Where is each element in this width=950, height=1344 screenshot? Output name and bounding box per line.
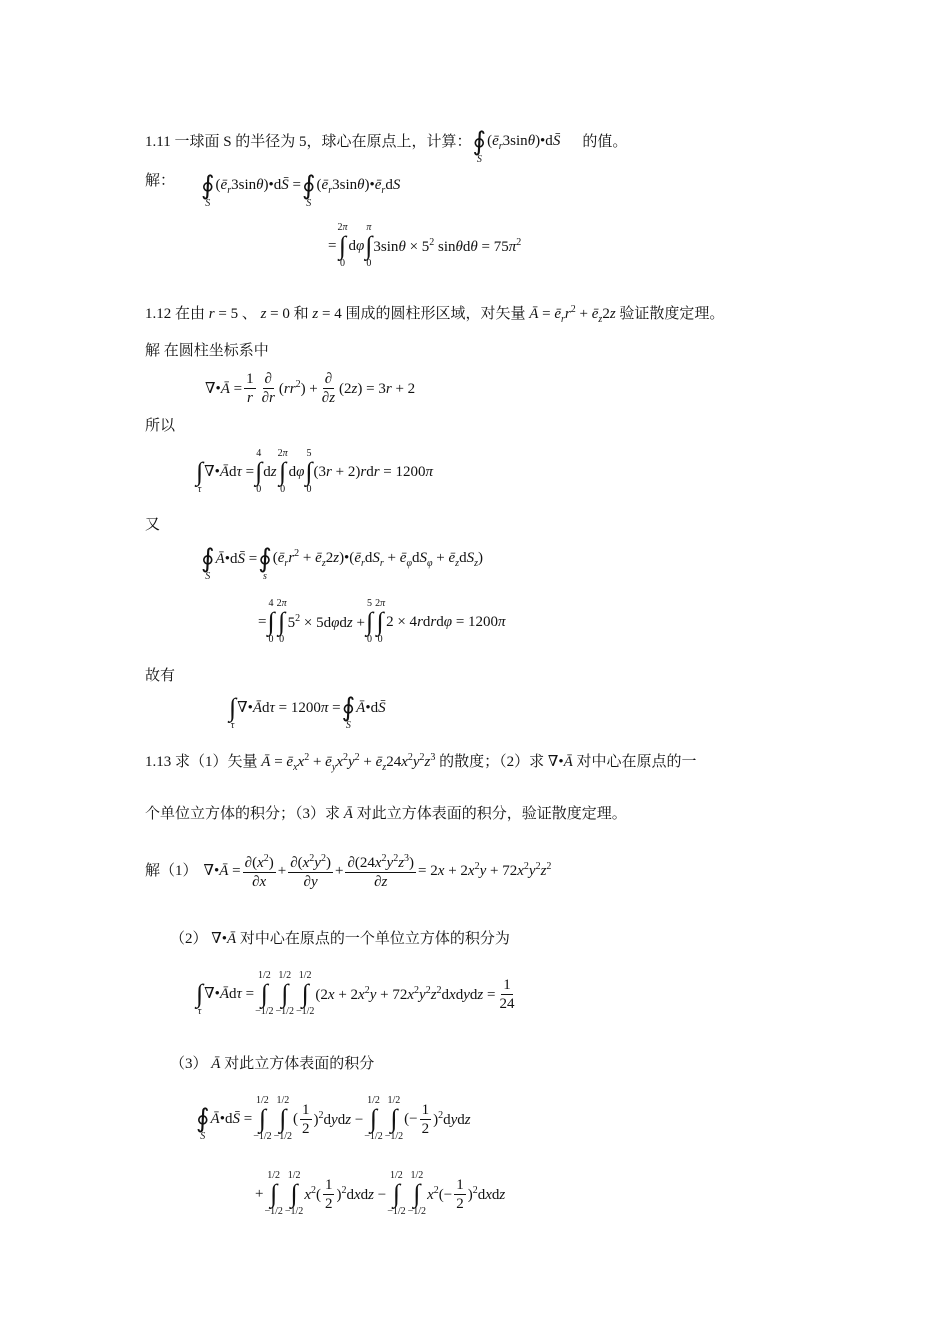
solution-1-13-part3-eq2: + 1/2 ∫ −1/2 1/2 ∫ −1/2 $x^2$( $\frac{1}{2}$ )$^2$dxdz − 1/2 ∫ −1/2 1/2 ∫ −1/2 $x^2(-$ $\frac{1}{2}$ )$^2$dxdz — [255, 1170, 506, 1217]
statement-text: 1.11 一球面 S 的半径为 5，球心在原点上，计算： — [145, 134, 472, 150]
statement-tail: 的值。 — [582, 134, 628, 150]
solution-1-13-part2-eq: ∫ τ ∇•Ādτ = 1/2 ∫ −1/2 1/2 ∫ −1/2 1/2 ∫ −1/2 ($2x + 2x^2y$ + $72x^2y^2z^2dxdydz$ = $\frac{1}{24}$ — [196, 970, 515, 1017]
solution-1-13-part3-eq1: ∮ S Ā•dS̄ = 1/2 ∫ −1/2 1/2 ∫ −1/2 ( $\frac{1}{2}$ )$^2$dydz − 1/2 ∫ −1/2 1/2 ∫ −1/2 (− $\frac{1}{2}$ )$^2$dydz — [196, 1095, 471, 1142]
closed-surface-integral: ∮ S — [472, 127, 487, 165]
solution-1-13-part2-text: （2） ∇•Ā 对中心在原点的一个单位立方体的积分为 — [170, 931, 510, 947]
problem-1-13-statement-line2: 个单位立方体的积分；（3）求 Ā 对此立方体表面的积分，验证散度定理。 — [145, 806, 627, 822]
surface-integral-1-12-line2: = 4 ∫ 0 2π ∫ 0 $5^2 \times 5d\varphi dz$ + 5 ∫ 0 2π ∫ 0 2 × 4rdrdφ = 1200π — [258, 598, 506, 645]
solution-eq1-1-11: ∮ S $(ē_r3\sin\theta)•dS̄$ = ∮ S $(ē_r3\sin\theta)•ē_rdS$ — [201, 171, 401, 209]
so-label: 所以 — [145, 418, 176, 434]
solution-1-13-part3-text: （3） Ā 对此立方体表面的积分 — [170, 1056, 375, 1072]
solution-label-1-11: 解： — [145, 173, 176, 189]
problem-1-12-statement: 1.12 在由 r = 5 、 z = 0 和 z = 4 围成的圆柱形区域，对矢量 Ā = $ē_rr^2$ + $ē_z2z$ 验证散度定理。 — [145, 304, 725, 325]
sol1-label: 解（1） — [145, 862, 198, 879]
surface-integral-1-12-line1: ∮ S Ā•dS̄ = ∮ s ($ē_rr^2$ + $ē_z2z)•(ē_rdS_r$ + $ē_\varphi dS_\varphi$ + $ē_zdS_z$) — [201, 544, 483, 582]
therefore-label: 故有 — [145, 668, 176, 684]
also-label: 又 — [145, 517, 161, 533]
solution-label-1-12: 解 在圆柱坐标系中 — [145, 343, 269, 359]
solution-eq2-1-11: = 2π ∫ 0 dφ π ∫ 0 $3\sin\theta \times 5^2$ $\sin\theta d\theta = 75\pi^2$ — [328, 222, 522, 269]
volume-integral-1-12: ∫ τ ∇•Ādτ = 4 ∫ 0 dz 2π ∫ 0 dφ 5 ∫ 0 (3r + 2)rdr = 1200π — [196, 448, 434, 495]
integrand: $(ē_r3\sin\theta)•dS̄$ — [487, 132, 561, 152]
problem-1-13-statement-line1: 1.13 求（1）矢量 Ā = $ē_xx^2$ + $ē_yx^2y^2$ + $ē_z24x^2y^2z^3$ 的散度；（2）求 ∇•Ā 对中心在原点的一 — [145, 752, 697, 773]
divergence-eq-1-12: ∇•Ā = $\frac{1}{r}$ $\frac{\partial}{\partial r}$ $(rr^2)$ + $\frac{\partial}{\partial z}$ (2z) = 3r + 2 — [205, 371, 416, 406]
result-1-12: ∫ τ ∇•Ādτ = 1200π = ∮ S Ā•dS̄ — [229, 693, 386, 731]
problem-1-11-statement — [145, 118, 627, 166]
solution-1-13-part1: 解（1） ∇•Ā = $\frac{\partial(x^2)}{\partial x}$ + $\frac{\partial(x^2y^2)}{\partial y}$ + $\frac{\partial(24x^2y^2z^3)}{\partial z}$ = $2x + 2x^2y + 72x^2y^2z^2$ — [145, 850, 551, 891]
